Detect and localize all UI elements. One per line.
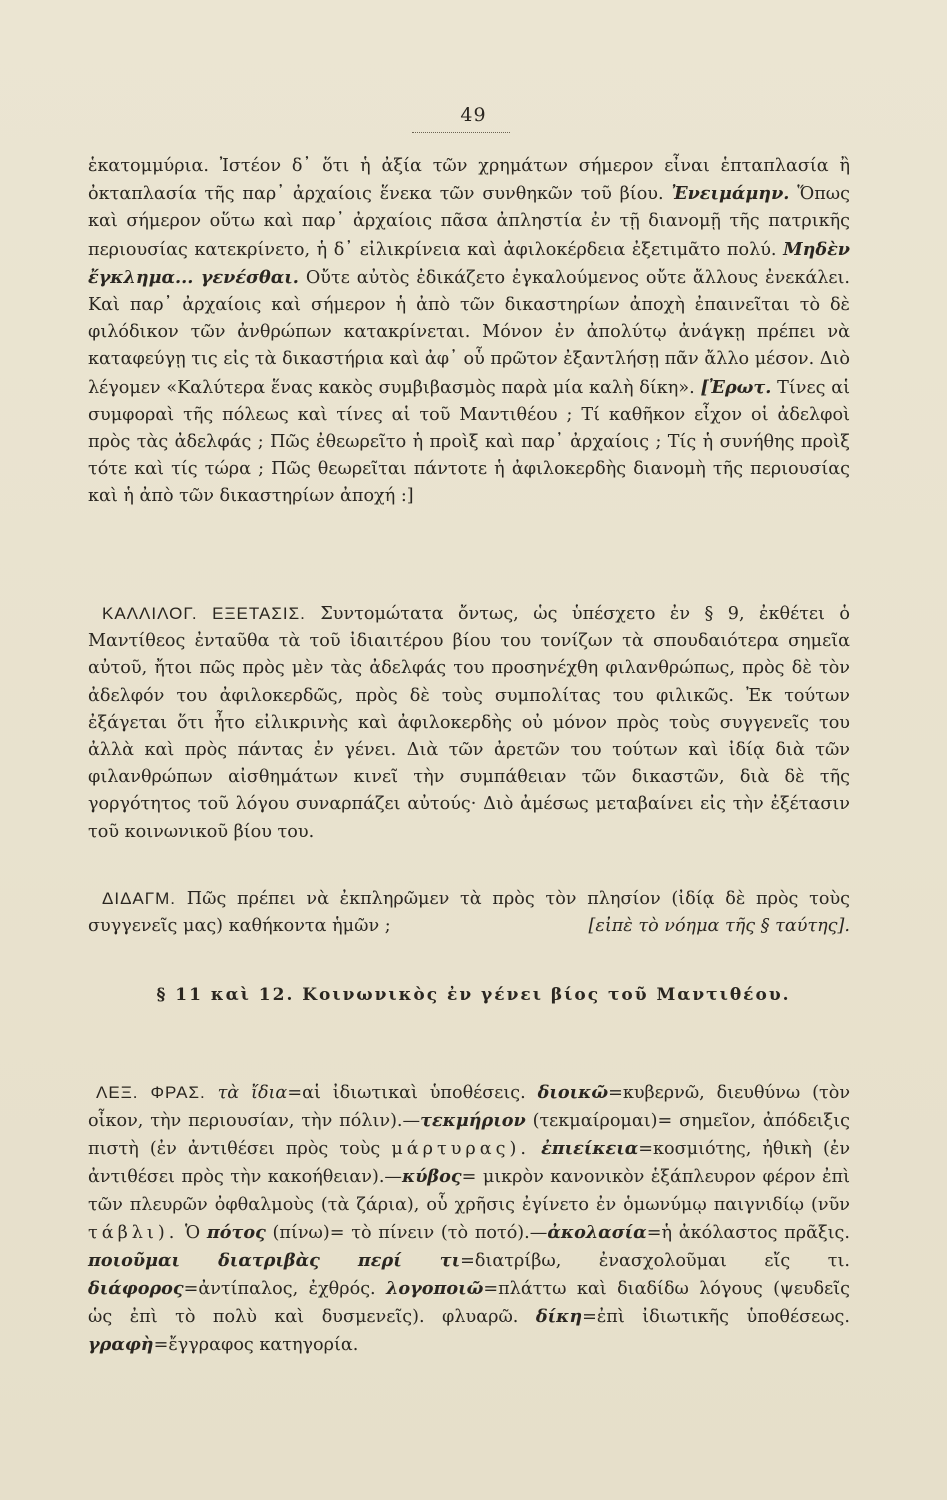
gloss-term: δίκη bbox=[535, 1306, 583, 1327]
gloss-term: γραφὴ bbox=[88, 1334, 154, 1355]
keyword: Ἐνειμάμην. bbox=[671, 183, 790, 205]
paragraph-lesson: ΔΙΔΑΓΜ. Πῶς πρέπει νὰ ἐκπληρῶμεν τὰ πρὸς τὸν πλησίον (ἰδίᾳ δὲ πρὸς τοὺς συγγενεῖς μας) καθήκοντα ἡμῶν ; [εἰπὲ τὸ νόημα τῆς § ταύτης]. bbox=[88, 885, 850, 940]
reference-note: [εἰπὲ τὸ νόημα τῆς § ταύτης]. bbox=[588, 916, 850, 937]
gloss-term: ἐπιείκεια bbox=[541, 1138, 639, 1159]
gloss-term: διάφορος bbox=[88, 1278, 184, 1299]
paragraph-label: ΚΑΛΛΙΛΟΓ. ΕΞΕΤΑΣΙΣ. bbox=[102, 604, 306, 623]
gloss-term: ποιοῦμαι διατριβὰς περί τι bbox=[88, 1250, 461, 1271]
gloss-term: λογοποιῶ bbox=[386, 1278, 484, 1299]
paragraph-commentary: ἑκατομμύρια. Ἰστέον δ᾽ ὅτι ἡ ἀξία τῶν χρημάτων σήμερον εἶναι ἑπταπλασία ἢ ὀκταπλασία τῆς παρ᾽ ἀρχαίοις ἕνεκα τῶν συνθηκῶν τοῦ βίου. Ἐνειμάμην. Ὅπως καὶ σήμερον οὕτω καὶ παρ᾽ ἀρχαίοις πᾶσα ἀπληστία ἐν τῇ διανομῇ τῆς πατρικῆς περιουσίας κατεκρίνετο, ἡ δ᾽ εἰλικρίνεια καὶ ἀφιλοκέρδεια ἐξετιμᾶτο πολύ. Μηδὲν ἔγκλημα... γενέσθαι. Οὔτε αὐτὸς ἐδικάζετο ἐγκαλούμενος οὔτε ἄλλους ἐνεκάλει. Καὶ παρ᾽ ἀρχαίοις καὶ σήμερον ἡ ἀπὸ τῶν δικαστηρίων ἀποχὴ ἐπαινεῖται τὸ δὲ φιλόδικον τῶν ἀνθρώπων κατακρίνεται. Μόνον ἐν ἀπολύτῳ ἀνάγκῃ πρέπει νὰ καταφεύγῃ τις εἰς τὰ δικαστήρια καὶ ἀφ᾽ οὗ πρῶτον ἐξαντλήσῃ πᾶν ἄλλο μέσον. Διὸ λέγομεν «Καλύτερα ἕνας κακὸς συμβιβασμὸς παρὰ μία καλὴ δίκη». [Ἐρωτ. Τίνες αἱ συμφοραὶ τῆς πόλεως καὶ τίνες αἱ τοῦ Μαντιθέου ; Τί καθῆκον εἶχον οἱ ἀδελφοὶ πρὸς τὰς ἀδελφάς ; Πῶς ἐθεωρεῖτο ἡ προὶξ καὶ παρ᾽ ἀρχαίοις ; Τίς ἡ συνήθης προὶξ τότε καὶ τίς τώρα ; Πῶς θεωρεῖται πάντοτε ἡ ἀφιλοκερδὴς διανομὴ τῆς περιουσίας καὶ ἡ ἀπὸ τῶν δικαστηρίων ἀποχή :] bbox=[88, 156, 851, 507]
header-rule bbox=[412, 132, 510, 133]
gloss-term: διοικῶ bbox=[537, 1082, 609, 1103]
gloss-term: πότος bbox=[206, 1222, 266, 1243]
gloss-term: κύβος bbox=[402, 1166, 462, 1187]
paragraph-label: ΔΙΔΑΓΜ. bbox=[102, 889, 177, 908]
page-number: 49 bbox=[460, 104, 487, 126]
paragraph-glossary: ΛΕΞ. ΦΡΑΣ. τὰ ἴδια=αἱ ἰδιωτικαὶ ὑποθέσεις. διοικῶ=κυβερνῶ, διευθύνω (τὸν οἶκον, τὴν περιουσίαν, τὴν πόλιν).—τεκμήριον (τεκμαίρομαι)= σημεῖον, ἀπόδειξις πιστὴ (ἐν ἀντιθέσει πρὸς τοὺς μάρτυρας). ἐπιείκεια=κοσμιότης, ἠθικὴ (ἐν ἀντιθέσει πρὸς τὴν κακοήθειαν).—κύβος= μικρὸν κανονικὸν ἑξάπλευρον φέρον ἐπὶ τῶν πλευρῶν ὀφθαλμοὺς (τὰ ζάρια), οὗ χρῆσις ἐγίνετο ἐν ὁμωνύμῳ παιγνιδίῳ (νῦν τάβλι). Ὁ πότος (πίνω)= τὸ πίνειν (τὸ ποτό).—ἀκολασία=ἡ ἀκόλαστος πρᾶξις. ποιοῦμαι διατριβὰς περί τι=διατρίβω, ἐνασχολοῦμαι εἴς τι. διάφορος=ἀντίπαλος, ἐχθρός. λογοποιῶ=πλάττω καὶ διαδίδω λόγους (ψευδεῖς ὡς ἐπὶ τὸ πολὺ καὶ δυσμενεῖς). φλυαρῶ. δίκη=ἐπὶ ἰδιωτικῆς ὑποθέσεως. γραφὴ=ἔγγραφος κατηγορία. bbox=[88, 1082, 851, 1355]
gloss-term: τὰ ἴδια bbox=[217, 1083, 288, 1103]
keyword: Μηδὲν ἔγκλημα... γενέσθαι. bbox=[88, 238, 850, 288]
paragraph-stylistic-examination: ΚΑΛΛΙΛΟΓ. ΕΞΕΤΑΣΙΣ. Συντομώτατα ὄντως, ὡς ὑπέσχετο ἐν § 9, ἐκθέτει ὁ Μαντίθεος ἐνταῦθα τὰ τοῦ ἰδιαιτέρου βίου του τονίζων τὰ σπουδαιότερα σημεῖα αὐτοῦ, ἤτοι πῶς πρὸς μὲν τὰς ἀδελφάς του προσηνέχθη φιλανθρώπως, πρὸς δὲ τὸν ἀδελφόν του ἀφιλοκερδῶς, πρὸς δὲ τοὺς συμπολίτας του φιλικῶς. Ἐκ τούτων ἐξάγεται ὅτι ἦτο εἰλικρινὴς καὶ ἀφιλοκερδὴς οὐ μόνον πρὸς τοὺς συγγενεῖς του ἀλλὰ καὶ πρὸς πάντας ἐν γένει. Διὰ τῶν ἀρετῶν του τούτων καὶ ἰδίᾳ διὰ τῶν φιλανθρώπων αἰσθημάτων κινεῖ τὴν συμπάθειαν τῶν δικαστῶν, διὰ δὲ τῆς γοργότητος τοῦ λόγου συναρπάζει αὐτούς· Διὸ ἀμέσως μεταβαίνει εἰς τὴν ἐξέτασιν τοῦ κοινωνικοῦ βίου του. bbox=[88, 604, 851, 842]
gloss-term: ἀκολασία bbox=[547, 1222, 647, 1243]
keyword: [Ἐρωτ. bbox=[700, 376, 772, 398]
gloss-term: τεκμήριον bbox=[420, 1110, 526, 1131]
section-heading: § 11 καὶ 12. Κοινωνικὸς ἐν γένει βίος τοῦ Μαντιθέου. bbox=[156, 985, 791, 1005]
paragraph-label: ΛΕΞ. ΦΡΑΣ. bbox=[96, 1083, 206, 1102]
